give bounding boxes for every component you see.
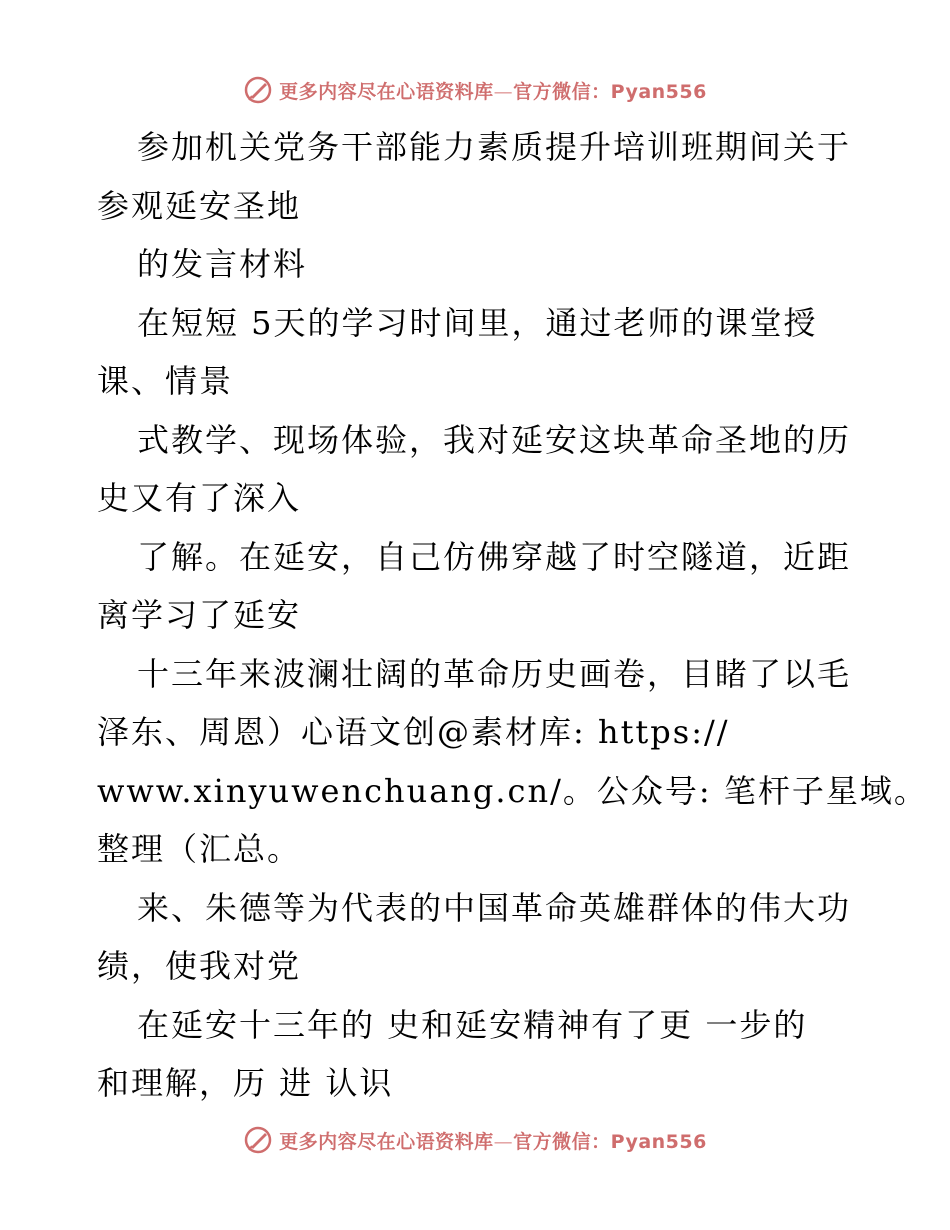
text-line: www.xinyuwenchuang.cn/。公众号: 笔杆子星域。 [97, 771, 928, 810]
text-line: 了解。在延安，自己仿佛穿越了时空隧道，近距 [137, 537, 852, 576]
banner-separator: — [493, 80, 514, 103]
text-line: 十三年来波澜壮阔的革命历史画卷，目睹了以毛 [137, 654, 852, 693]
document-body [97, 118, 928, 1113]
banner-tail-text: 官方微信：Pyan556 [513, 1130, 707, 1153]
text-line: 在短短 5天的学习时间里，通过老师的课堂授 [137, 303, 818, 342]
text-line: 参加机关党务干部能力素质提升培训班期间关于 [137, 128, 852, 166]
footer-watermark-banner [0, 1120, 950, 1160]
text-line: 和理解，历 进 认识 [97, 1064, 394, 1102]
text-line: 在延安十三年的 史和延安精神有了更 一步的 [137, 1005, 808, 1044]
text-line: 离学习了延安 [97, 596, 302, 634]
text-line: 式教学、现场体验，我对延安这块革命圣地的历 [137, 420, 852, 459]
quill-logo-icon [243, 75, 273, 105]
banner-tail-text: 官方微信：Pyan556 [513, 80, 707, 103]
text-line: 绩，使我对党 [97, 947, 302, 985]
text-line: 的发言材料 [137, 245, 308, 283]
text-line: 课、情景 [97, 362, 234, 400]
text-line: 史又有了深入 [97, 479, 302, 517]
banner-text [279, 77, 707, 104]
text-line: 来、朱德等为代表的中国革命英雄群体的伟大功 [137, 888, 852, 927]
banner-main-text: 更多内容尽在心语资料库 [279, 80, 494, 103]
banner-text [279, 1127, 707, 1154]
text-line: 整理（汇总。 [97, 830, 302, 868]
text-line: 泽东、周恩）心语文创@素材库: https:// [97, 713, 730, 751]
banner-separator: — [493, 1130, 514, 1153]
quill-logo-icon [243, 1125, 273, 1155]
header-watermark-banner [0, 70, 950, 110]
text-line: 参观延安圣地 [97, 186, 302, 225]
banner-main-text: 更多内容尽在心语资料库 [279, 1130, 494, 1153]
